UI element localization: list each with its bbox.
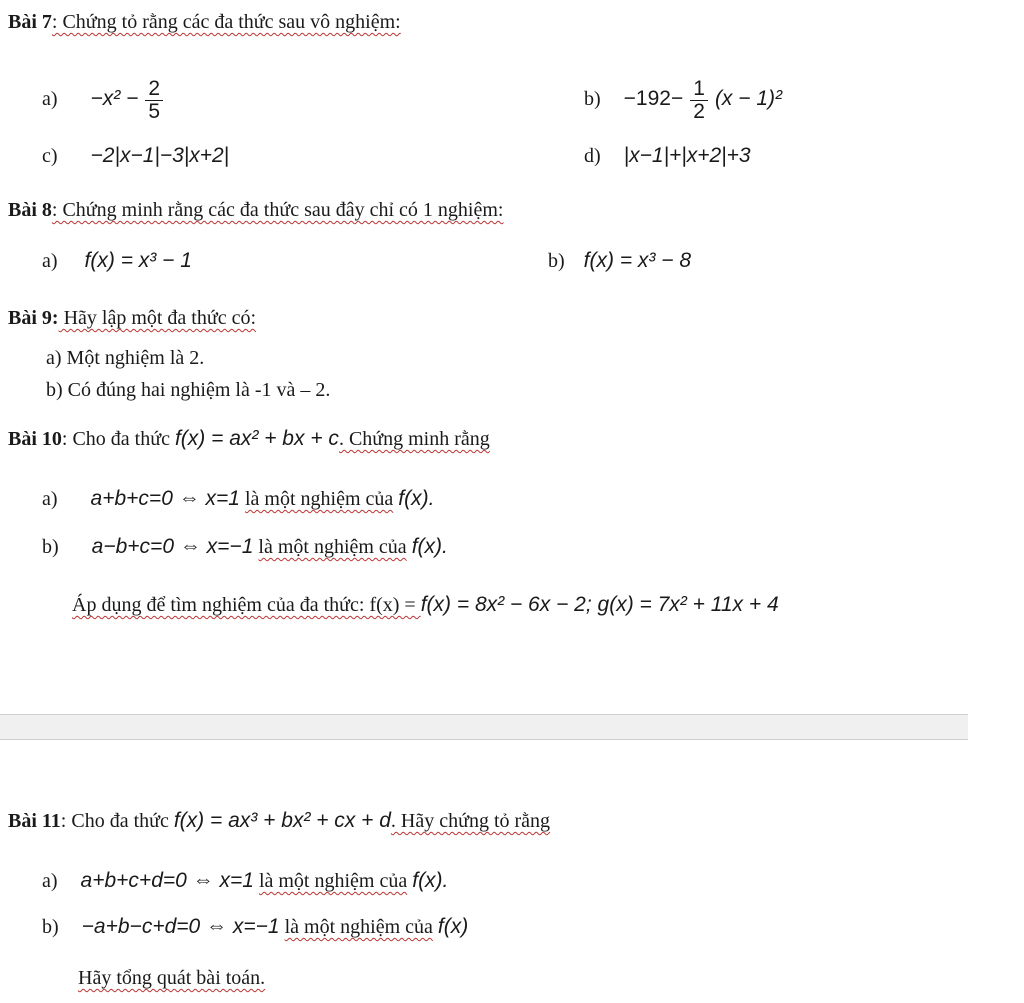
bai10-apply (72, 592, 779, 617)
bai11-heading (8, 808, 550, 833)
bai10-b-fx: f(x). (411, 535, 448, 558)
bai8-number: Bài 8 (8, 199, 52, 221)
bai8-b-label: b) (548, 250, 565, 272)
bai7-number: Bài 7 (8, 11, 52, 33)
bai7-b (584, 78, 782, 123)
bai11-a-label: a) (42, 870, 58, 892)
bai10-intro: : Cho đa thức (61, 428, 170, 450)
bai10-a-label: a) (42, 488, 58, 510)
fraction-numerator: 1 (690, 78, 708, 101)
bai10-heading (8, 426, 490, 451)
bai7-c-expr: −2|x−1|−3|x+2| (90, 144, 230, 167)
bai8-a-expr: f(x) = x³ − 1 (84, 249, 192, 272)
bai11-outro: . Hãy chứng tỏ rằng (390, 810, 551, 832)
bai11-general-text: Hãy tổng quát bài toán. (78, 967, 266, 989)
bai10-b-root-text: là một nghiệm của (258, 536, 407, 558)
bai10-number: Bài 10 (8, 428, 62, 450)
bai7-a (42, 78, 165, 123)
bai11-intro: : Cho đa thức (60, 810, 169, 832)
bai7-a-label: a) (42, 88, 58, 111)
bai9-b: b) Có đúng hai nghiệm là -1 và – 2. (46, 379, 331, 401)
bai10-a-expr: a+b+c=0 ⇔ x=1 (90, 487, 240, 510)
bai9-number: Bài 9: (8, 307, 59, 329)
bai8-heading (8, 198, 503, 222)
bai9-a: a) Một nghiệm là 2. (46, 347, 205, 369)
bai11-number: Bài 11 (8, 810, 61, 832)
bai10-b-expr: a−b+c=0 ⇔ x=−1 (91, 535, 254, 558)
bai11-b-expr: −a+b−c+d=0 ⇔ x=−1 (81, 915, 280, 938)
bai7-b-expr: −192− (623, 87, 684, 111)
bai9-heading (8, 306, 256, 330)
bai10-apply-expr: f(x) = 8x² − 6x − 2; g(x) = 7x² + 11x + 4 (420, 593, 779, 616)
bai8-a (42, 248, 192, 273)
bai10-a-fx: f(x). (398, 487, 435, 510)
bai10-apply-text: Áp dụng để tìm nghiệm của đa thức: f(x) = (72, 594, 421, 616)
bai7-b-fraction (690, 78, 708, 123)
bai8-title: : Chứng minh rằng các đa thức sau đây chỉ có 1 nghiệm: (51, 199, 504, 221)
bai11-a-fx: f(x). (412, 869, 449, 892)
bai11-b-label: b) (42, 916, 59, 938)
bai7-a-fraction (145, 78, 163, 123)
bai10-b (42, 534, 448, 559)
bai11-b-fx: f(x) (437, 915, 469, 938)
bai11-b (42, 914, 468, 939)
bai11-expr: f(x) = ax³ + bx² + cx + d (173, 809, 391, 832)
fraction-denominator: 2 (693, 100, 705, 124)
fraction-numerator: 2 (145, 78, 163, 101)
bai7-d (584, 143, 751, 168)
bai10-outro: . Chứng minh rằng (338, 428, 490, 450)
bai7-d-expr: |x−1|+|x+2|+3 (623, 144, 751, 167)
bai10-a (42, 486, 434, 511)
bai8-b (548, 248, 691, 273)
bai7-heading (8, 10, 401, 34)
bai11-a (42, 868, 448, 893)
bai10-a-root-text: là một nghiệm của (245, 488, 394, 510)
bai7-b-label: b) (584, 88, 601, 111)
bai11-a-root-text: là một nghiệm của (258, 870, 408, 892)
bai7-a-expr: −x² − (90, 87, 139, 111)
bai7-d-label: d) (584, 145, 601, 167)
bai11-general (78, 966, 265, 990)
bai10-b-label: b) (42, 536, 59, 558)
fraction-denominator: 5 (148, 100, 161, 124)
bai11-b-root-text: là một nghiệm của (284, 916, 433, 938)
bai8-b-expr: f(x) = x³ − 8 (583, 249, 692, 272)
bai8-a-label: a) (42, 250, 58, 272)
bai7-b-expr-tail: (x − 1)² (714, 87, 783, 111)
bai7-title: : Chứng tỏ rằng các đa thức sau vô nghiệm: (51, 11, 401, 33)
bai7-c (42, 143, 229, 168)
section-separator (0, 714, 968, 740)
bai11-a-expr: a+b+c+d=0 ⇔ x=1 (80, 869, 254, 892)
bai7-c-label: c) (42, 145, 58, 167)
bai9-title: Hãy lập một đa thức có: (58, 307, 257, 329)
bai10-expr: f(x) = ax² + bx + c (174, 427, 339, 450)
